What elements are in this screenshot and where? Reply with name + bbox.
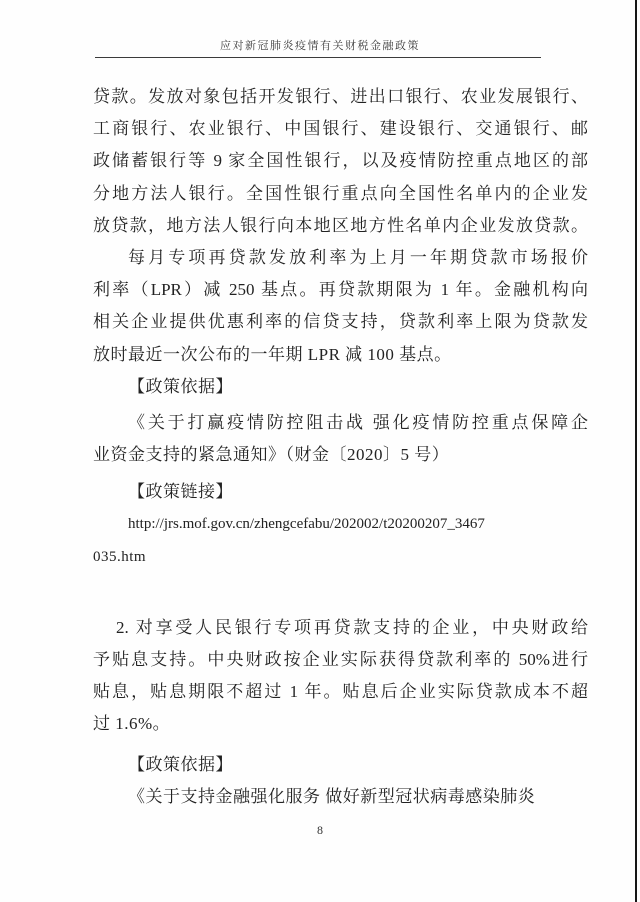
text-line: 工商银行、农业银行、中国银行、建设银行、交通银行、邮 (93, 119, 588, 139)
text-line: 2. 对享受人民银行专项再贷款支持的企业，中央财政给 (116, 617, 588, 637)
text-line: 贴息，贴息期限不超过 1 年。贴息后企业实际贷款成本不超 (93, 682, 588, 702)
text-line: 政储蓄银行等 9 家全国性银行，以及疫情防控重点地区的部 (93, 151, 588, 171)
document-body (93, 81, 588, 813)
text-line: 相关企业提供优惠利率的信贷支持，贷款利率上限为贷款发 (93, 312, 588, 332)
policy-url-line: http://jrs.mof.gov.cn/zhengcefabu/202002/t20200207_3467 (128, 516, 485, 533)
text-line: 予贴息支持。中央财政按企业实际获得贷款利率的 50%进行 (93, 650, 588, 669)
header-rule (95, 57, 541, 58)
policy-link-heading: 【政策链接】 (128, 482, 233, 502)
text-line: 分地方法人银行。全国性银行重点向全国性名单内的企业发 (93, 183, 588, 203)
text-line: 《关于打赢疫情防控阻击战 强化疫情防控重点保障企 (128, 412, 588, 432)
text-line: 利率（LPR）减 250 基点。再贷款期限为 1 年。金融机构向 (93, 280, 588, 300)
text-line: 放贷款，地方法人银行向本地区地方性名单内企业发放贷款。 (93, 215, 588, 235)
text-line: 业资金支持的紧急通知》（财金〔2020〕5 号） (93, 445, 450, 465)
text-line: 过 1.6%。 (93, 714, 171, 734)
text-line: 贷款。发放对象包括开发银行、进出口银行、农业发展银行、 (93, 87, 588, 106)
text-line: 放时最近一次公布的一年期 LPR 减 100 基点。 (93, 344, 452, 364)
page-number: 8 (317, 823, 323, 837)
scan-edge-line (635, 0, 637, 902)
page-footer (0, 823, 640, 838)
policy-basis-heading: 【政策依据】 (128, 376, 233, 396)
text-line: 每月专项再贷款发放利率为上月一年期贷款市场报价 (128, 247, 588, 267)
page-header-title: 应对新冠肺炎疫情有关财税金融政策 (220, 40, 420, 52)
text-line: 《关于支持金融强化服务 做好新型冠状病毒感染肺炎 (128, 786, 536, 806)
policy-url-line: 035.htm (93, 548, 147, 565)
policy-basis-heading: 【政策依据】 (128, 754, 233, 774)
